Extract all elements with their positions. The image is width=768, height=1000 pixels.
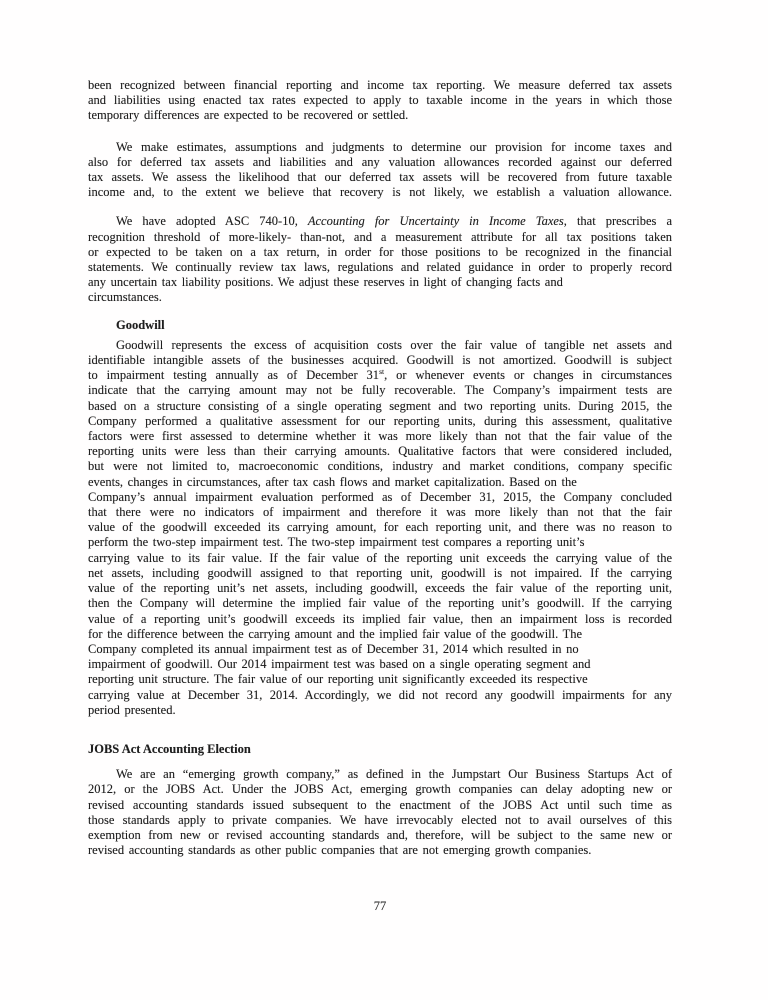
text-segment: identifiable intangible assets of the businesses acquired. Goodwill is not amortized. Goodwill is subject [88,353,672,368]
text-segment: Company completed its annual impairment test as of December 31, 2014 which resulted in no [88,641,579,656]
text-line [88,657,672,672]
text-segment: Company’s annual impairment evaluation performed as of December 31, 2015, the Company concluded [88,489,672,504]
text-line [88,290,672,305]
text-line [88,520,672,535]
text-segment-italic: Accounting for Uncertainty in Income Taxes [307,214,564,229]
text-segment: revised accounting standards issued subsequent to the enactment of the JOBS Act until such time as [88,797,672,812]
text-line [88,140,672,155]
text-segment: We make estimates, assumptions and judgments to determine our provision for income taxes and [116,139,672,154]
text-line [88,245,672,260]
text-line [88,214,672,229]
text-line [88,490,672,505]
text-segment: value of a reporting unit’s goodwill exceeds its implied fair value, then an impairment loss is recorded [88,611,672,626]
text-line [88,459,672,474]
text-line [88,798,672,813]
text-segment: to impairment testing annually as of December 31 [88,368,380,383]
paragraph [88,78,672,124]
text-line [88,275,672,290]
text-segment: period presented. [88,702,176,717]
text-segment: statements. We continually review tax laws, regulations and related guidance in order to properly record [88,260,672,275]
text-line [88,185,672,200]
paragraph [88,214,672,305]
text-segment: been recognized between financial reporting and income tax reporting. We measure deferred tax assets [88,78,672,92]
text-segment: factors were first assessed to determine whether it was more likely than not that the fair value of the [88,429,672,444]
text-line [88,260,672,275]
text-line [88,444,672,459]
section-heading: JOBS Act Accounting Election [88,741,251,756]
text-segment-sup: st [379,367,385,377]
text-line [88,78,672,93]
text-segment: based on a structure consisting of a single operating segment and two reporting units. During 2015, the [88,398,672,413]
text-segment: any uncertain tax liability positions. We adjust these reserves in light of changing facts and [88,275,563,290]
text-line [88,612,672,627]
text-segment: income and, to the extent we believe that recovery is not likely, we establish a valuation allowance. [88,185,672,200]
paragraph [88,140,672,201]
text-line [88,581,672,596]
text-segment: Goodwill represents the excess of acquisition costs over the fair value of tangible net assets and [116,337,672,352]
text-segment: temporary differences are expected to be recovered or settled. [88,108,409,123]
text-segment: Company performed a qualitative assessment for our reporting units, during this assessment, qualitative [88,413,672,428]
text-segment: reporting unit structure. The fair value of our reporting unit significantly exceeded its respective [88,672,588,687]
text-segment: carrying value to its fair value. If the fair value of the reporting unit exceeds the carrying value of the [88,550,672,565]
text-line [88,505,672,520]
text-segment: but were not limited to, macroeconomic conditions, industry and market conditions, company specific [88,459,672,474]
text-line [88,688,672,703]
text-line [88,767,672,782]
text-segment: carrying value at December 31, 2014. Accordingly, we did not record any goodwill impairments for any [88,687,672,702]
text-segment: then the Company will determine the implied fair value of the reporting unit’s goodwill. If the carrying [88,596,672,611]
text-line [88,703,672,718]
text-segment: and liabilities using enacted tax rates expected to apply to taxable income in the years in which those [88,93,672,108]
text-line [88,338,672,353]
text-segment: 2012, or the JOBS Act. Under the JOBS Act, emerging growth companies can delay adopting new or [88,782,672,797]
text-line [88,813,672,828]
text-line [88,383,672,398]
text-segment: We have adopted ASC 740-10, [116,214,308,229]
text-line [88,429,672,444]
text-line [88,108,672,123]
text-line [88,596,672,611]
text-segment: recognition threshold of more-likely- than-not, and a measurement attribute for all tax positions taken [88,229,672,244]
text-segment: We are an “emerging growth company,” as defined in the Jumpstart Our Business Startups Act of [116,767,672,782]
text-segment: revised accounting standards as other public companies that are not emerging growth companies. [88,843,592,858]
text-line [88,475,672,490]
document-content [88,78,672,858]
paragraph [88,767,672,858]
text-segment: circumstances. [88,290,162,305]
text-segment: value of the reporting unit’s net assets, including goodwill, exceeds the fair value of the reporting unit, [88,581,672,596]
text-line [88,353,672,368]
text-segment: for the difference between the carrying amount and the implied fair value of the goodwill. The [88,626,583,641]
text-segment: tax assets. We assess the likelihood that our deferred tax assets will be recovered from future taxable [88,170,672,185]
text-line [88,399,672,414]
text-line [88,627,672,642]
section-heading: Goodwill [116,317,165,332]
text-segment: or expected to be taken on a tax return, in order for those positions to be recognized in the financial [88,244,672,259]
text-segment: that there were no indicators of impairment and therefore it was more likely than not that the fair [88,505,672,520]
text-segment: impairment of goodwill. Our 2014 impairment test was based on a single operating segment and [88,657,591,672]
text-line [88,368,672,383]
text-line [88,155,672,170]
text-line [88,93,672,108]
text-segment: net assets, including goodwill assigned to that reporting unit, goodwill is not impaired. If the carrying [88,565,672,580]
paragraph [88,338,672,718]
text-segment: reporting units were less than their carrying amounts. Qualitative factors that were considered included, [88,444,672,459]
text-segment: also for deferred tax assets and liabilities and any valuation allowances recorded against our deferred [88,154,672,169]
text-segment: indicate that the carrying amount may not be fully recoverable. The Company’s impairment tests are [88,383,672,398]
text-segment: , or whenever events or changes in circumstances [384,368,672,383]
text-line [88,843,672,858]
text-line [88,551,672,566]
text-segment: those standards apply to private companies. We have irrevocably elected not to avail ourselves of this [88,812,672,827]
text-segment: perform the two-step impairment test. The two-step impairment test compares a reporting unit’s [88,535,585,550]
text-line [88,535,672,550]
text-segment: value of the goodwill exceeded its carrying amount, for each reporting unit, and there was no reason to [88,520,672,535]
page-number: 77 [373,899,387,913]
text-line [88,230,672,245]
text-segment: , that prescribes a [563,214,672,229]
text-segment: exemption from new or revised accounting standards and, therefore, will be subject to the same new or [88,827,672,842]
text-line [88,414,672,429]
text-line [88,828,672,843]
text-segment: events, changes in circumstances, after tax cash flows and market capitalization. Based on the [88,474,577,489]
text-line [88,170,672,185]
text-line [88,566,672,581]
text-line [88,782,672,797]
text-line [88,672,672,687]
text-line [88,642,672,657]
